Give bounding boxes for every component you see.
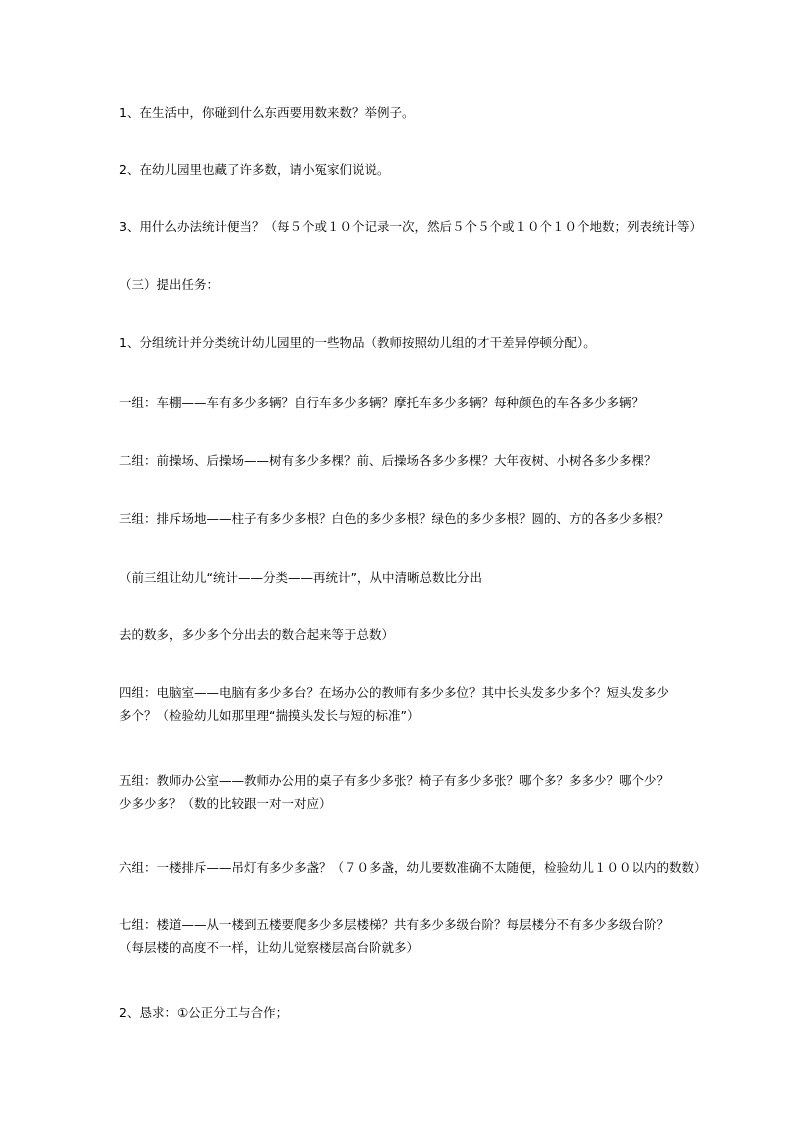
paragraph-group-1: 一组：车棚——车有多少多辆？自行车多少多辆？摩托车多少多辆？每种颜色的车各多少多辆？	[119, 395, 645, 410]
paragraph-task-1: 1、分组统计并分类统计幼儿园里的一些物品（教师按照幼儿组的才干差异停顿分配）。	[119, 335, 596, 350]
paragraph-group-7: 七组：楼道——从一楼到五楼要爬多少多层楼梯？共有多少多级台阶？每层楼分不有多少多级台阶？（每层楼的高度不一样，让幼儿觉察楼层高台阶就多）	[119, 917, 670, 955]
paragraph-group-3: 三组：排斥场地——柱子有多少多根？白色的多少多根？绿色的多少多根？圆的、方的各多少多根？	[119, 511, 670, 526]
section-heading-tasks: （三）提出任务：	[119, 277, 220, 292]
paragraph-q1: 1、在生活中，你碰到什么东西要用数来数？举例子。	[119, 105, 415, 120]
paragraph-group-2: 二组：前操场、后操场——树有多少多棵？前、后操场各多少多棵？大年夜树、小树各多少多棵？	[119, 453, 657, 468]
paragraph-group-6: 六组：一楼排斥——吊灯有多少多盏？（７０多盏，幼儿要数准确不太随便，检验幼儿１００以内的数数）	[119, 860, 707, 875]
paragraph-q3: 3、用什么办法统计便当？（每５个或１０个记录一次，然后５个５个或１０个１０个地数；列表统计等）	[119, 219, 702, 234]
paragraph-group-5: 五组：教师办公室——教师办公用的桌子有多少多张？椅子有多少多张？哪个多？多多少？哪个少？少多少多？（数的比较跟一对一对应）	[119, 773, 670, 811]
paragraph-requirements: 2、恳求：①公正分工与合作；	[119, 1005, 289, 1020]
paragraph-note-line-2: 去的数多，多少多个分出去的数合起来等于总数）	[119, 627, 395, 642]
paragraph-group-4: 四组：电脑室——电脑有多少多台？在场办公的教师有多少多位？其中长头发多少多个？短头发多少多个？（检验幼儿如那里理“揣摸头发长与短的标准”）	[119, 685, 670, 723]
paragraph-q2: 2、在幼儿园里也藏了许多数，请小冤家们说说。	[119, 162, 390, 177]
paragraph-note-line-1: （前三组让幼儿“统计——分类——再统计”，从中清晰总数比分出	[119, 570, 482, 585]
